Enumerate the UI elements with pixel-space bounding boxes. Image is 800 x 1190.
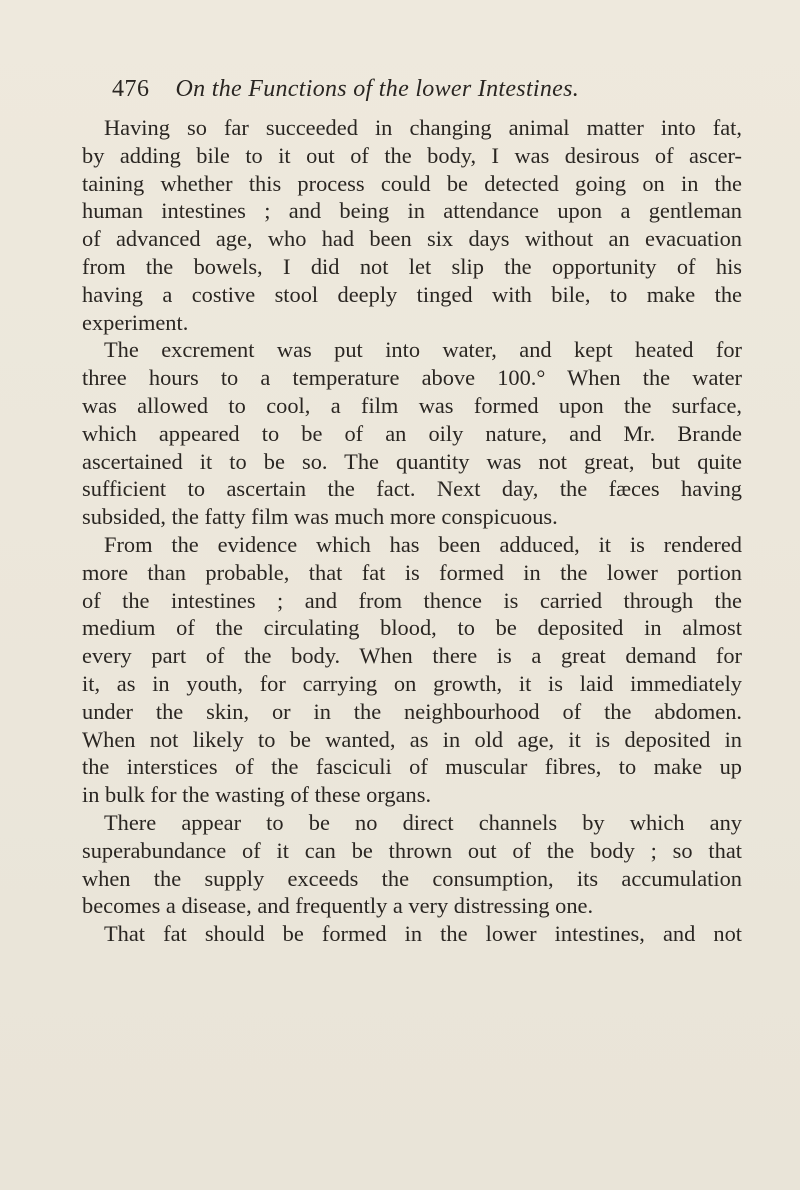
page-header: [112, 72, 732, 106]
text-line: superabundance of it can be thrown out of the body ; so that: [82, 837, 742, 863]
text-line: by adding bile to it out of the body, I was desirous of ascer-: [82, 142, 742, 168]
paragraph: [82, 336, 742, 531]
paragraph: [82, 114, 742, 336]
paragraph: [82, 809, 742, 920]
text-line: the interstices of the fasciculi of muscular fibres, to make up: [82, 754, 742, 780]
text-line: in bulk for the wasting of these organs.: [82, 782, 432, 808]
text-line: more than probable, that fat is formed in the lower portion: [82, 559, 742, 585]
text-line: ascertained it to be so. The quantity was not great, but quite: [82, 448, 742, 474]
text-line: experiment.: [82, 309, 189, 335]
running-title: On the Functions of the lower Intestines.: [175, 76, 580, 102]
text-line: it, as in youth, for carrying on growth, it is laid immediately: [82, 670, 742, 696]
text-line: which appeared to be of an oily nature, and Mr. Brande: [82, 420, 742, 446]
text-line: three hours to a temperature above 100.° When the water: [82, 365, 742, 391]
text-line: under the skin, or in the neighbourhood of the abdomen.: [82, 698, 742, 724]
text-line: of advanced age, who had been six days without an evacuation: [82, 226, 742, 252]
text-line: having a costive stool deeply tinged with bile, to make the: [82, 281, 742, 307]
text-line: There appear to be no direct channels by which any: [104, 809, 742, 835]
page-number: 476: [112, 76, 150, 102]
text-line: When not likely to be wanted, as in old age, it is deposited in: [82, 726, 742, 752]
paragraph: [82, 531, 742, 809]
text-line: when the supply exceeds the consumption, its accumulation: [82, 865, 742, 891]
paragraph: [82, 920, 742, 948]
text-line: taining whether this process could be detected going on in the: [82, 170, 742, 196]
text-line: was allowed to cool, a film was formed upon the surface,: [82, 392, 742, 418]
text-line: medium of the circulating blood, to be deposited in almost: [82, 615, 742, 641]
body-text: [82, 114, 742, 948]
text-line: From the evidence which has been adduced, it is rendered: [104, 531, 742, 557]
text-line: The excrement was put into water, and kept heated for: [104, 337, 742, 363]
text-line: Having so far succeeded in changing animal matter into fat,: [104, 115, 742, 140]
text-line: of the intestines ; and from thence is carried through the: [82, 587, 742, 613]
text-line: human intestines ; and being in attendance upon a gentleman: [82, 198, 742, 224]
text-line: from the bowels, I did not let slip the opportunity of his: [82, 253, 742, 279]
text-line: That fat should be formed in the lower intestines, and not: [104, 921, 742, 947]
text-line: every part of the body. When there is a great demand for: [82, 643, 742, 669]
text-line: subsided, the fatty film was much more conspicuous.: [82, 504, 558, 530]
text-line: sufficient to ascertain the fact. Next day, the fæces having: [82, 476, 742, 502]
text-line: becomes a disease, and frequently a very distressing one.: [82, 893, 594, 919]
